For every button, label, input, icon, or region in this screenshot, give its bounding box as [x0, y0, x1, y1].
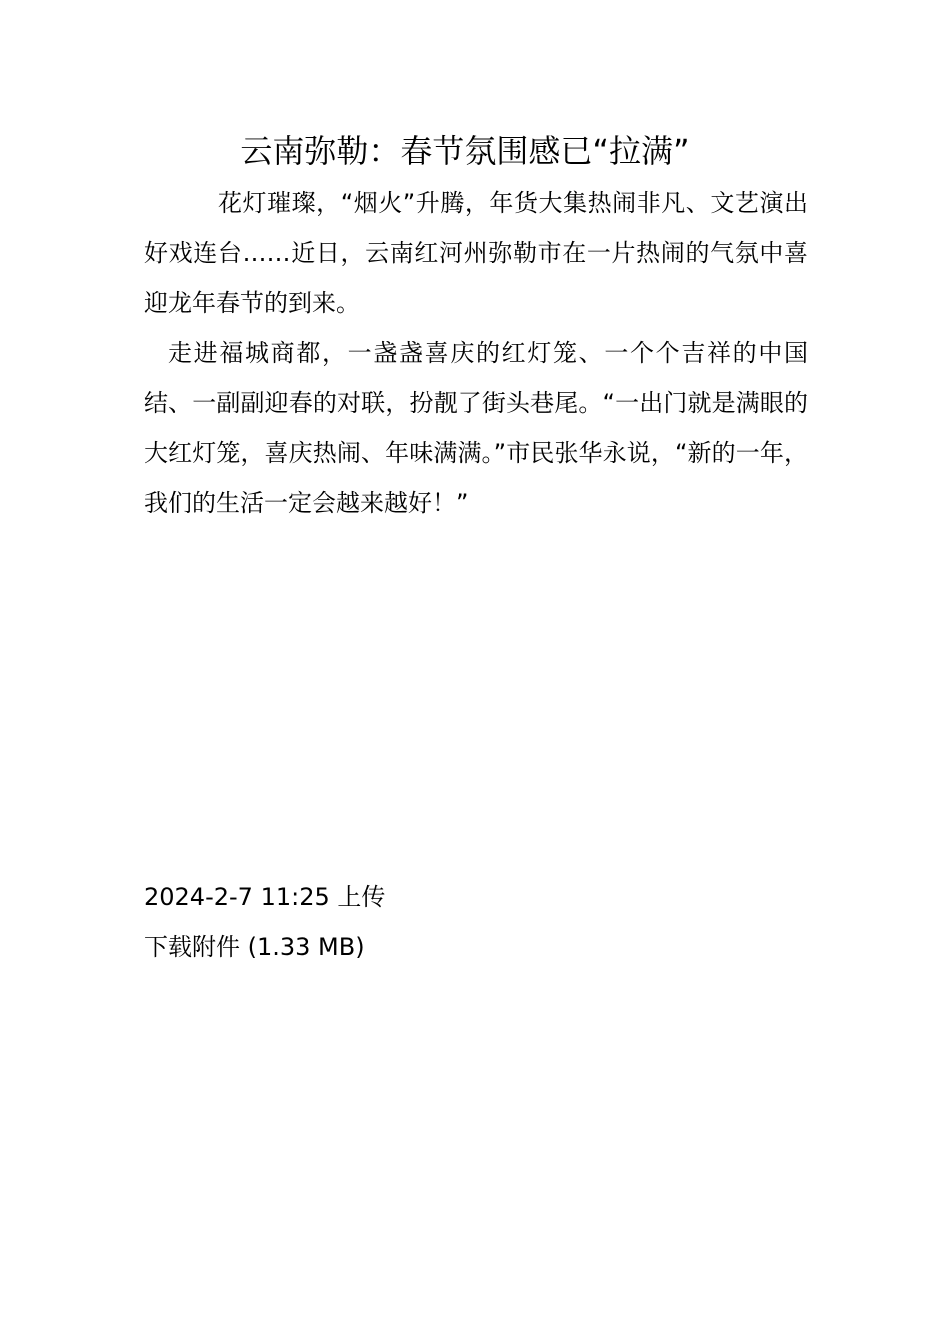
article-title: 云南弥勒：春节氛围感已“拉满”	[240, 132, 690, 170]
article-paragraph: 走进福城商都，一盏盏喜庆的红灯笼、一个个吉祥的中国结、一副副迎春的对联，扮靓了街头巷尾。“一出门就是满眼的大红灯笼，喜庆热闹、年味满满。”市民张华永说，“新的一年，我们的生活一定会越来越好！”	[144, 339, 808, 517]
download-attachment-link[interactable]: 下载附件 (1.33 MB)	[144, 933, 365, 961]
article-body	[144, 178, 808, 528]
upload-timestamp: 2024-2-7 11:25 上传	[144, 883, 386, 911]
article-paragraph: 花灯璀璨，“烟火”升腾，年货大集热闹非凡、文艺演出好戏连台……近日，云南红河州弥勒市在一片热闹的气氛中喜迎龙年春节的到来。	[144, 189, 808, 317]
